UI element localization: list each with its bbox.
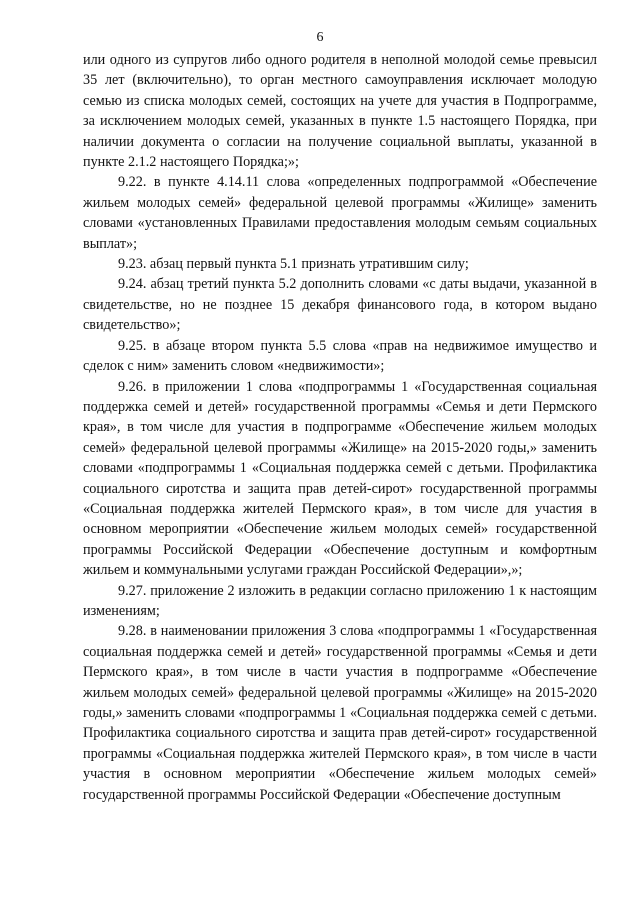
paragraph-9-24: 9.24. абзац третий пункта 5.2 дополнить словами «с даты выдачи, указанной в свидетельстве, но не позднее 15 декабря финансового года, в котором выдано свидетельство»; xyxy=(83,276,597,334)
paragraph-9-26: 9.26. в приложении 1 слова «подпрограммы 1 «Государственная социальная поддержка семей и детей» государственной программы «Семья и дети Пермского края», в том числе для участия в подпрограмме «Обеспечение жильем молодых семей» федеральной целевой программы «Жилище» на 2015-2020 годы,» заменить словами «подпрограммы 1 «Социальная поддержка семей с детьми. Профилактика социального сиротства и защита прав детей-сирот» государственной программы «Социальная поддержка жителей Пермского края», в том числе для участия в основном мероприятии «Обеспечение жильем молодых семей» государственной программы Российской Федерации «Обеспечение доступным и комфортным жильем и коммунальными услугами граждан Российской Федерации»,»; xyxy=(83,378,597,579)
paragraph-9-28: 9.28. в наименовании приложения 3 слова «подпрограммы 1 «Государственная социальная поддержка семей и детей» государственной программы «Семья и дети Пермского края», в том числе в части участия в подпрограмме «Обеспечение жильем молодых семей» федеральной целевой программы «Жилище» на 2015-2020 годы,» заменить словами «подпрограммы 1 «Социальная поддержка семей с детьми. Профилактика социального сиротства и защита прав детей-сирот» государственной программы «Социальная поддержка жителей Пермского края», в том числе в части участия в основном мероприятии «Обеспечение жильем молодых семей» государственной программы Российской Федерации «Обеспечение доступным xyxy=(83,623,597,803)
page-number: 6 xyxy=(316,30,324,45)
paragraph-continuation: или одного из супругов либо одного родителя в неполной молодой семье превысил 35 лет (включительно), то орган местного самоуправления исключает молодую семью из списка молодых семей, состоящих на учете для участия в Подпрограмме, за исключением молодых семей, указанных в пункте 1.5 настоящего Порядка, при наличии документа о согласии на получение социальной выплаты, указанной в пункте 2.1.2 настоящего Порядка;»; xyxy=(83,52,597,171)
paragraph-9-22: 9.22. в пункте 4.14.11 слова «определенных подпрограммой «Обеспечение жильем молодых семей» федеральной целевой программы «Жилище» заменить словами «установленных Правилами предоставления молодым семьям социальных выплат»; xyxy=(83,174,597,252)
document-body xyxy=(83,50,597,805)
paragraph-9-25: 9.25. в абзаце втором пункта 5.5 слова «прав на недвижимое имущество и сделок с ним» заменить словом «недвижимости»; xyxy=(83,337,597,375)
paragraph-9-23: 9.23. абзац первый пункта 5.1 признать утратившим силу; xyxy=(118,256,469,273)
paragraph-9-27: 9.27. приложение 2 изложить в редакции согласно приложению 1 к настоящим изменениям; xyxy=(83,582,597,619)
